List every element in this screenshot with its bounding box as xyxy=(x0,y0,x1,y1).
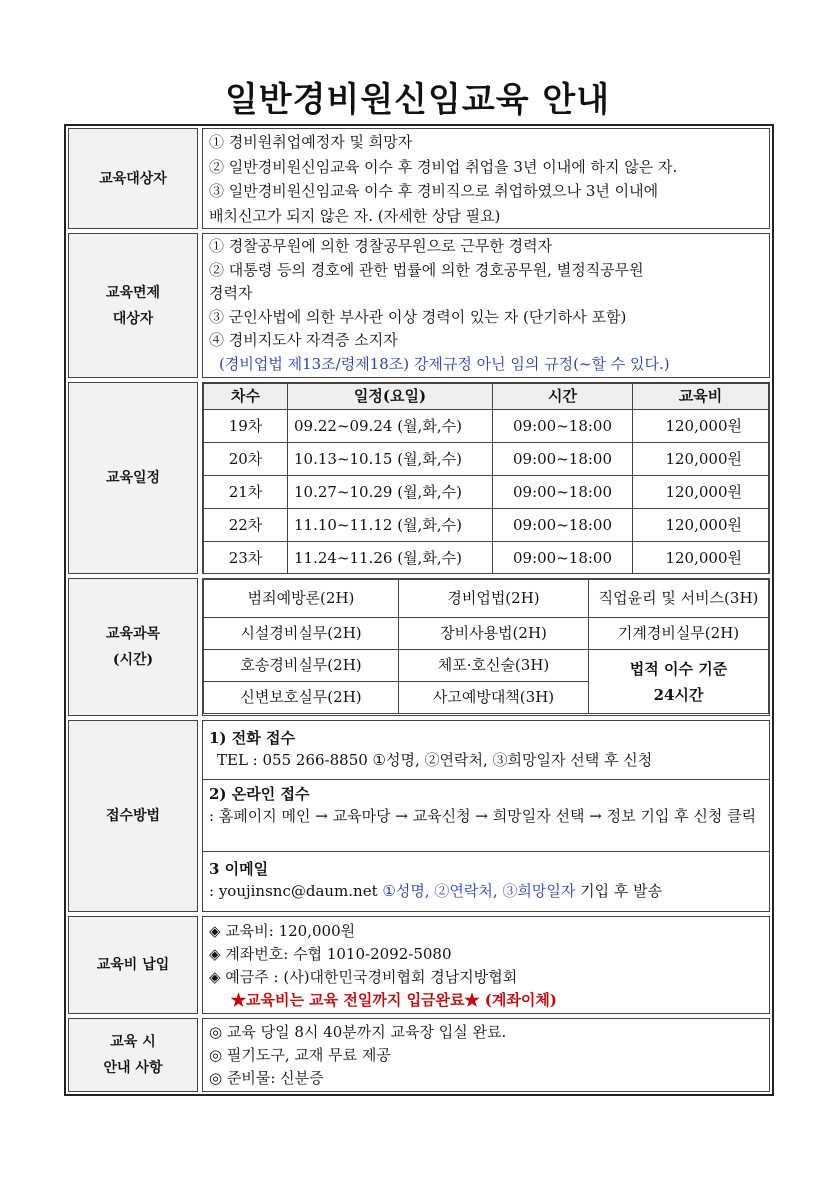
guide-line: ◎ 준비물: 신분증 xyxy=(209,1069,324,1087)
schedule-header: 차수 xyxy=(204,384,288,410)
apply-row xyxy=(68,720,770,912)
schedule-time: 09:00~18:00 xyxy=(493,542,633,575)
apply-email-block xyxy=(203,852,769,911)
apply-email-suffix: 기입 후 발송 xyxy=(580,882,663,901)
payment-row xyxy=(68,916,770,1014)
schedule-fee: 120,000원 xyxy=(633,476,769,509)
exempt-label-line: 교육면제 xyxy=(105,284,161,301)
subject-total-line: 24시간 xyxy=(653,685,704,704)
table-row xyxy=(204,410,769,443)
target-content xyxy=(202,128,770,229)
schedule-session: 19차 xyxy=(204,410,288,443)
guide-label xyxy=(68,1018,198,1092)
subject-cell: 기계경비실무(2H) xyxy=(589,618,769,650)
schedule-header-row xyxy=(204,384,769,410)
apply-label: 접수방법 xyxy=(68,720,198,912)
target-row xyxy=(68,128,770,229)
apply-email-line xyxy=(209,880,763,902)
subjects-content xyxy=(202,578,770,716)
schedule-date: 11.10~11.12 (월,화,수) xyxy=(288,509,493,542)
apply-phone-block xyxy=(203,721,769,780)
subject-cell: 범죄예방론(2H) xyxy=(204,580,399,618)
target-line: ② 일반경비원신임교육 이수 후 경비업 취업을 3년 이내에 하지 않은 자. xyxy=(209,157,678,176)
subjects-table xyxy=(203,579,769,714)
table-row xyxy=(204,650,769,682)
apply-content xyxy=(202,720,770,912)
target-line: ① 경비원취업예정자 및 희망자 xyxy=(209,133,413,151)
exempt-label xyxy=(68,233,198,378)
table-row xyxy=(204,509,769,542)
exempt-line: ③ 군인사법에 의한 부사관 이상 경력이 있는 자 (단기하사 포함) xyxy=(209,307,627,326)
schedule-time: 09:00~18:00 xyxy=(493,509,633,542)
schedule-row xyxy=(68,382,770,574)
payment-line: ◈ 교육비: 120,000원 xyxy=(209,922,356,940)
guide-line: ◎ 교육 당일 8시 40분까지 교육장 입실 완료. xyxy=(209,1023,507,1041)
page-title: 일반경비원신임교육 안내 xyxy=(224,80,611,120)
apply-online-title: 2) 온라인 접수 xyxy=(209,785,310,804)
schedule-fee: 120,000원 xyxy=(633,542,769,575)
subject-cell: 장비사용법(2H) xyxy=(399,618,589,650)
apply-phone-title: 1) 전화 접수 xyxy=(209,729,295,748)
payment-line: ◈ 예금주 : (사)대한민국경비협회 경남지방협회 xyxy=(209,968,518,986)
table-row xyxy=(204,476,769,509)
exempt-line: ① 경찰공무원에 의한 경찰공무원으로 근무한 경력자 xyxy=(209,237,553,255)
payment-line: ◈ 계좌번호: 수협 1010-2092-5080 xyxy=(209,945,452,963)
table-row xyxy=(204,618,769,650)
schedule-time: 09:00~18:00 xyxy=(493,443,633,476)
schedule-header: 일정(요일) xyxy=(288,384,493,410)
subject-cell: 직업윤리 및 서비스(3H) xyxy=(589,580,769,618)
subjects-label-line: 교육과목 xyxy=(105,626,161,643)
payment-label: 교육비 납입 xyxy=(68,916,198,1014)
guide-line: ◎ 필기도구, 교재 무료 제공 xyxy=(209,1046,391,1064)
subject-cell: 체포·호신술(3H) xyxy=(399,650,589,682)
guide-row xyxy=(68,1018,770,1092)
subject-cell: 경비업법(2H) xyxy=(399,580,589,618)
apply-online-block xyxy=(203,780,769,852)
guide-label-line: 안내 사항 xyxy=(103,1060,163,1076)
subject-cell: 호송경비실무(2H) xyxy=(204,650,399,682)
schedule-session: 21차 xyxy=(204,476,288,509)
schedule-label: 교육일정 xyxy=(68,382,198,574)
table-row xyxy=(204,542,769,575)
exempt-line: ② 대통령 등의 경호에 관한 법률에 의한 경호공무원, 별정직공무원 xyxy=(209,260,644,279)
apply-email-address: : youjinsnc@daum.net xyxy=(209,882,378,901)
table-row xyxy=(204,443,769,476)
schedule-fee: 120,000원 xyxy=(633,443,769,476)
exempt-label-line: 대상자 xyxy=(112,310,154,327)
target-line: 배치신고가 되지 않은 자. (자세한 상담 필요) xyxy=(209,206,501,225)
exempt-line: 경력자 xyxy=(209,284,253,302)
subjects-row xyxy=(68,578,770,716)
schedule-date: 11.24~11.26 (월,화,수) xyxy=(288,542,493,575)
schedule-time: 09:00~18:00 xyxy=(493,410,633,443)
apply-email-title: 3 이메일 xyxy=(209,860,269,879)
schedule-fee: 120,000원 xyxy=(633,410,769,443)
schedule-date: 10.27~10.29 (월,화,수) xyxy=(288,476,493,509)
payment-content xyxy=(202,916,770,1014)
payment-notice: ★교육비는 교육 전일까지 입금완료★ (계좌이체) xyxy=(231,991,557,1009)
exempt-line: ④ 경비지도사 자격증 소지자 xyxy=(209,331,398,349)
schedule-header: 시간 xyxy=(493,384,633,410)
subject-total-line: 법적 이수 기준 xyxy=(629,659,728,678)
schedule-content xyxy=(202,382,770,574)
subjects-label xyxy=(68,578,198,716)
subjects-label-line: (시간) xyxy=(112,652,154,669)
subject-cell: 사고예방대책(3H) xyxy=(399,682,589,714)
apply-online-text: : 홈페이지 메인 → 교육마당 → 교육신청 → 희망일자 선택 → 정보 기입 후 신청 클릭 xyxy=(209,807,757,826)
subject-total-cell xyxy=(589,650,769,714)
apply-phone-text: TEL : 055 266-8850 ①성명, ②연락처, ③희망일자 선택 후 신청 xyxy=(217,751,653,770)
guide-label-line: 교육 시 xyxy=(110,1034,156,1050)
guide-content xyxy=(202,1018,770,1092)
schedule-date: 10.13~10.15 (월,화,수) xyxy=(288,443,493,476)
schedule-session: 22차 xyxy=(204,509,288,542)
schedule-session: 23차 xyxy=(204,542,288,575)
schedule-fee: 120,000원 xyxy=(633,509,769,542)
subject-cell: 시설경비실무(2H) xyxy=(204,618,399,650)
schedule-header: 교육비 xyxy=(633,384,769,410)
subject-cell: 신변보호실무(2H) xyxy=(204,682,399,714)
info-table xyxy=(64,124,774,1096)
target-line: ③ 일반경비원신임교육 이수 후 경비직으로 취업하였으나 3년 이내에 xyxy=(209,182,659,200)
exempt-note: (경비업법 제13조/령제18조) 강제규정 아닌 임의 규정(~할 수 있다.) xyxy=(219,354,670,373)
schedule-table xyxy=(203,383,769,574)
apply-email-highlight: ①성명, ②연락처, ③희망일자 xyxy=(382,882,576,901)
table-row xyxy=(204,580,769,618)
exempt-row xyxy=(68,233,770,378)
schedule-date: 09.22~09.24 (월,화,수) xyxy=(288,410,493,443)
exempt-content xyxy=(202,233,770,378)
target-label: 교육대상자 xyxy=(68,128,198,229)
schedule-time: 09:00~18:00 xyxy=(493,476,633,509)
schedule-session: 20차 xyxy=(204,443,288,476)
